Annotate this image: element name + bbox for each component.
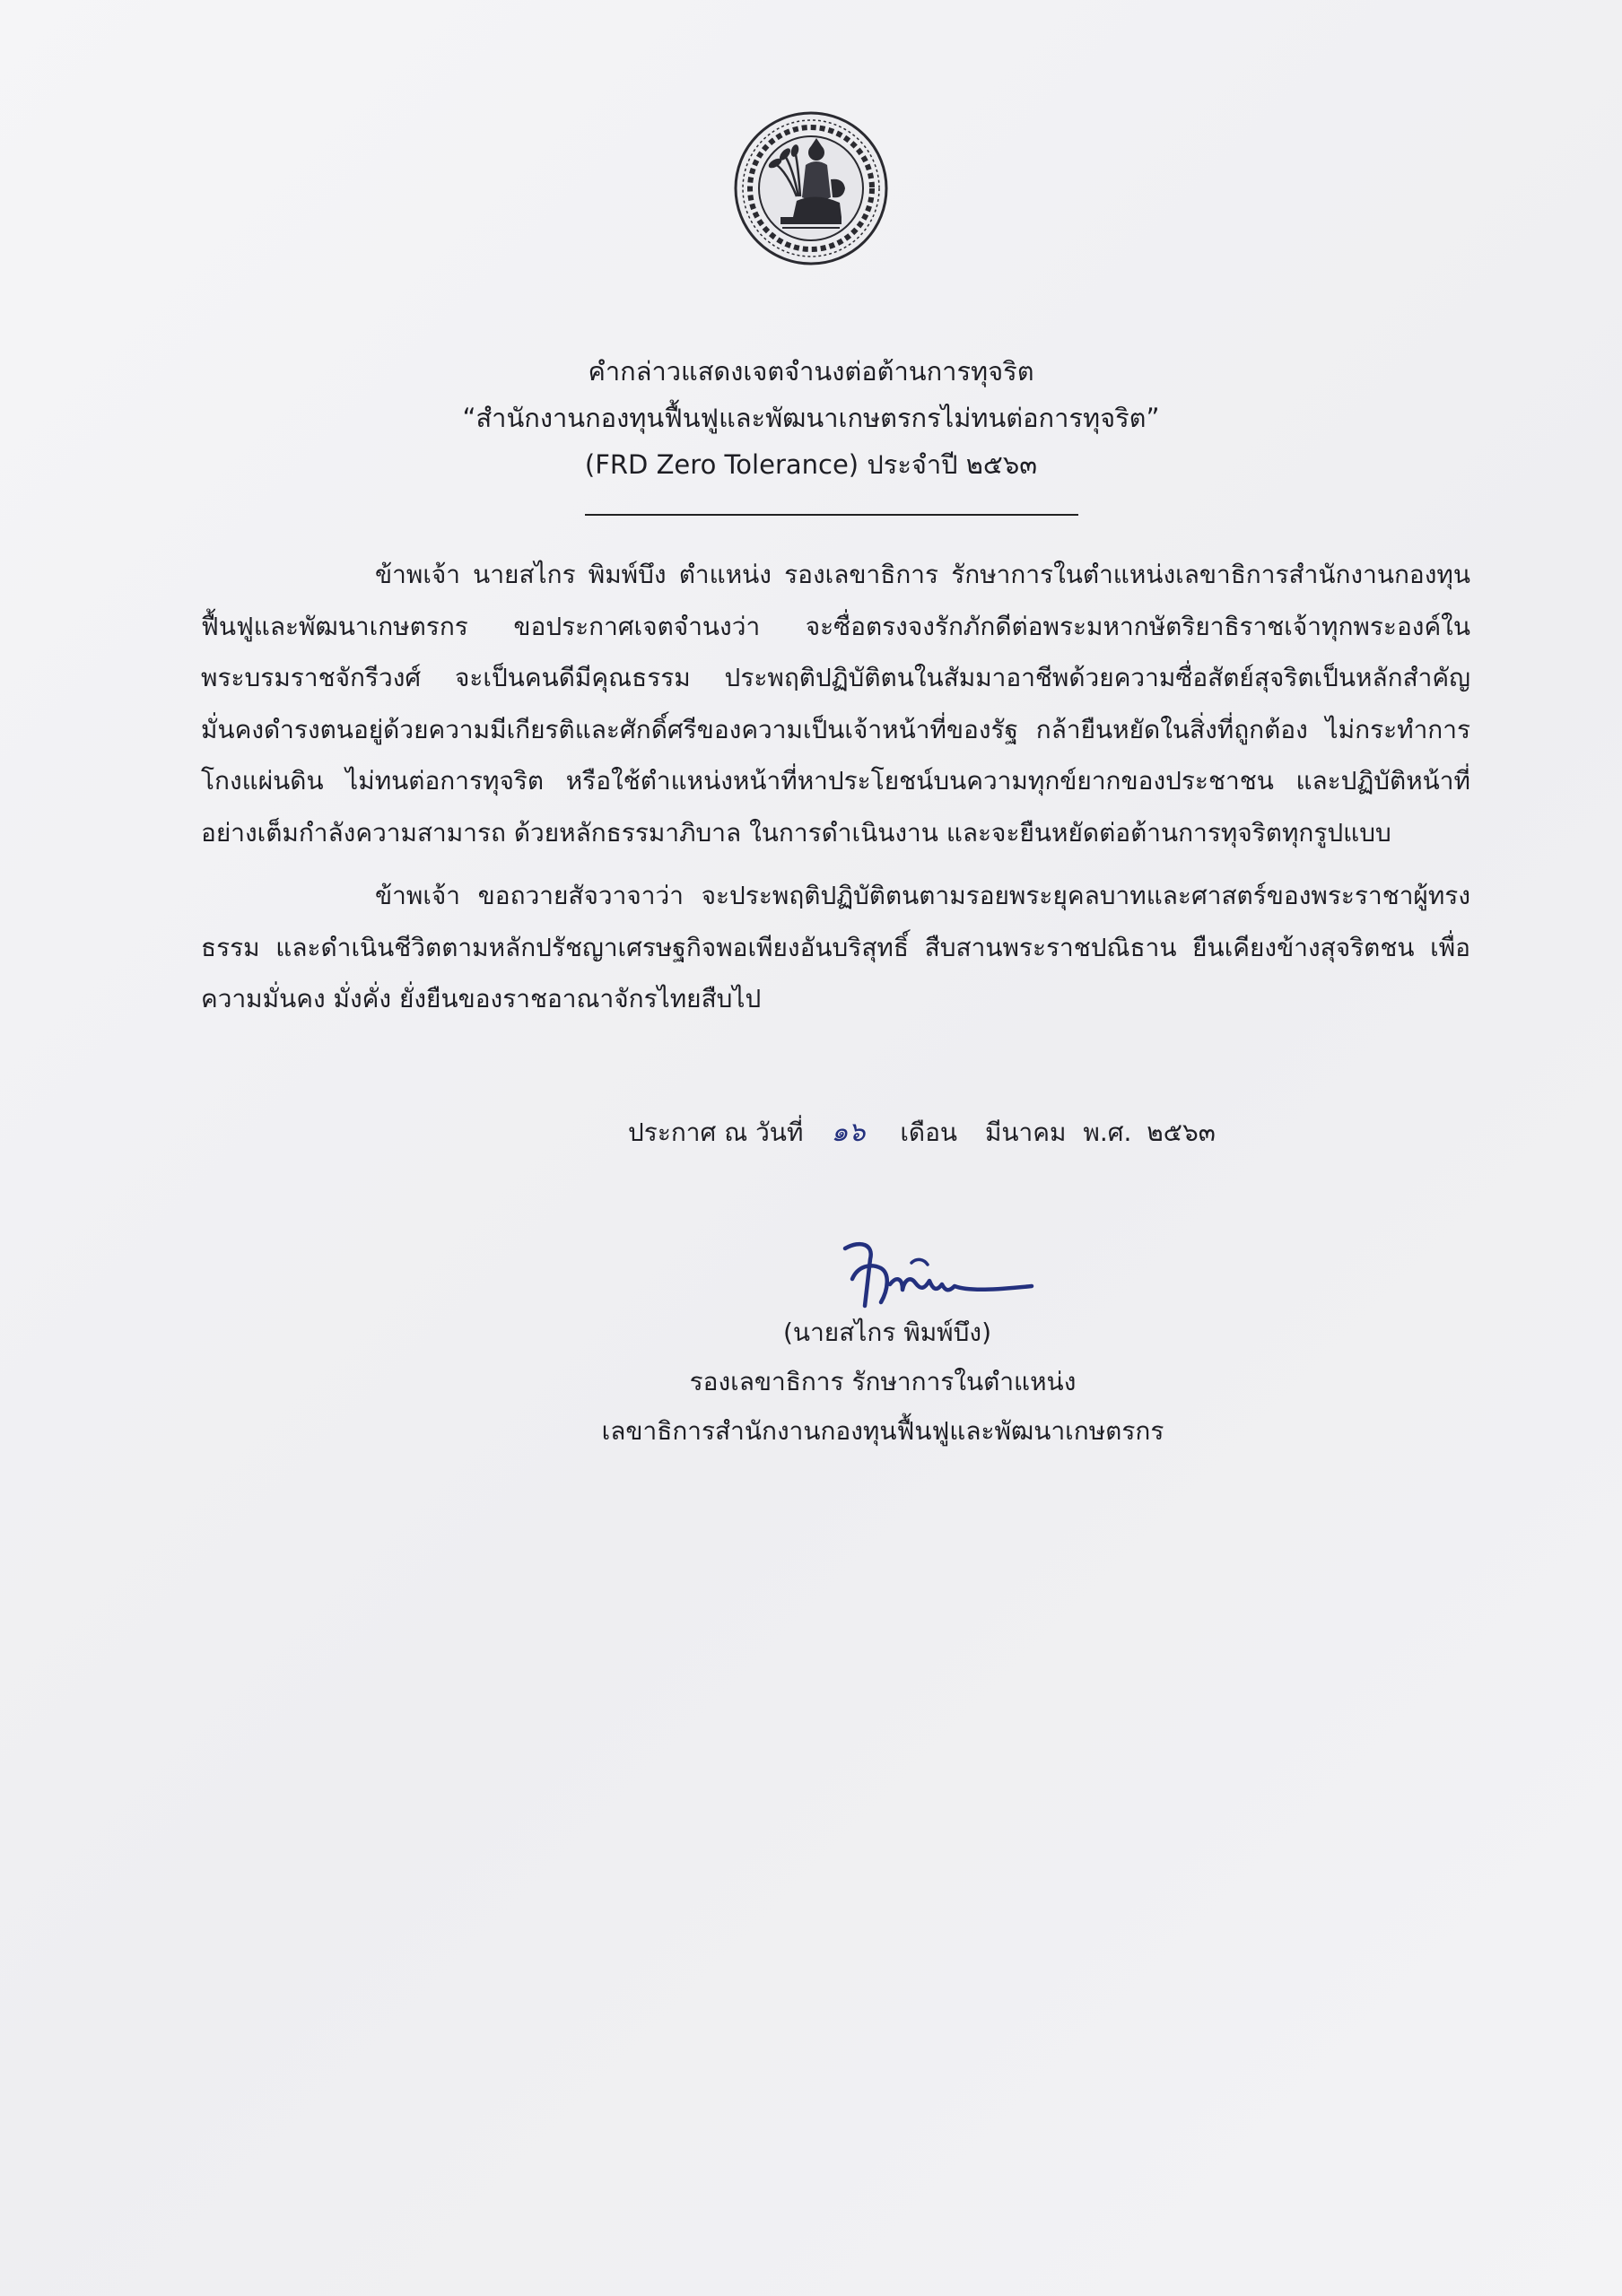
- title-divider: [585, 514, 1078, 516]
- declaration-body: [201, 549, 1470, 1025]
- date-prefix: ประกาศ ณ วันที่: [628, 1118, 804, 1147]
- title-line-1: คำกล่าวแสดงเจตจำนงต่อต้านการทุจริต: [588, 356, 1034, 387]
- date-year-label: พ.ศ.: [1083, 1118, 1132, 1147]
- signatory-block: [0, 1308, 1622, 1456]
- date-year: ๒๕๖๓: [1147, 1118, 1216, 1147]
- signatory-position-2: เลขาธิการสำนักงานกองทุนฟื้นฟูและพัฒนาเกษตรกร: [601, 1416, 1164, 1446]
- paragraph-1: ข้าพเจ้า นายสไกร พิมพ์บึง ตำแหน่ง รองเลขาธิการ รักษาการในตำแหน่งเลขาธิการสำนักงานกองทุนฟื้นฟูและพัฒนาเกษตรกร ขอประกาศเจตจำนงว่า จะซื่อตรงจงรักภักดีต่อพระมหากษัตริยาธิราชเจ้าทุกพระองค์ในพระบรมราชจักรีวงศ์ จะเป็นคนดีมีคุณธรรม ประพฤติปฏิบัติตนในสัมมาอาชีพด้วยความซื่อสัตย์สุจริตเป็นหลักสำคัญ มั่นคงดำรงตนอยู่ด้วยความมีเกียรติและศักดิ์ศรีของความเป็นเจ้าหน้าที่ของรัฐ กล้ายืนหยัดในสิ่งที่ถูกต้อง ไม่กระทำการโกงแผ่นดิน ไม่ทนต่อการทุจริต หรือใช้ตำแหน่งหน้าที่หาประโยชน์บนความทุกข์ยากของประชาชน และปฏิบัติหน้าที่อย่างเต็มกำลังความสามารถ ด้วยหลักธรรมาภิบาล ในการดำเนินงาน และจะยืนหยัดต่อต้านการทุจริตทุกรูปแบบ: [201, 560, 1470, 848]
- signatory-position-1: รองเลขาธิการ รักษาการในตำแหน่ง: [689, 1367, 1077, 1396]
- date-day: ๑๖: [831, 1117, 866, 1148]
- title-line-3: (FRD Zero Tolerance) ประจำปี ๒๕๖๓: [584, 449, 1038, 480]
- date-month: มีนาคม: [984, 1118, 1067, 1147]
- date-month-label: เดือน: [900, 1118, 958, 1147]
- declaration-date: [628, 1110, 1216, 1155]
- agency-seal-logo: [734, 111, 888, 265]
- signatory-name: (นายสไกร พิมพ์บึง): [783, 1318, 991, 1347]
- title-line-2: “สำนักงานกองทุนฟื้นฟูและพัฒนาเกษตรกรไม่ทนต่อการทุจริต”: [462, 403, 1160, 433]
- handwritten-signature: [834, 1236, 1041, 1317]
- paragraph-2: ข้าพเจ้า ขอถวายสัจวาจาว่า จะประพฤติปฏิบัติตนตามรอยพระยุคลบาทและศาสตร์ของพระราชาผู้ทรงธรรม และดำเนินชีวิตตามหลักปรัชญาเศรษฐกิจพอเพียงอันบริสุทธิ์ สืบสานพระราชปณิธาน ยืนเคียงข้างสุจริตชน เพื่อความมั่นคง มั่งคั่ง ยั่งยืนของราชอาณาจักรไทยสืบไป: [201, 881, 1470, 1013]
- document-title: [0, 348, 1622, 488]
